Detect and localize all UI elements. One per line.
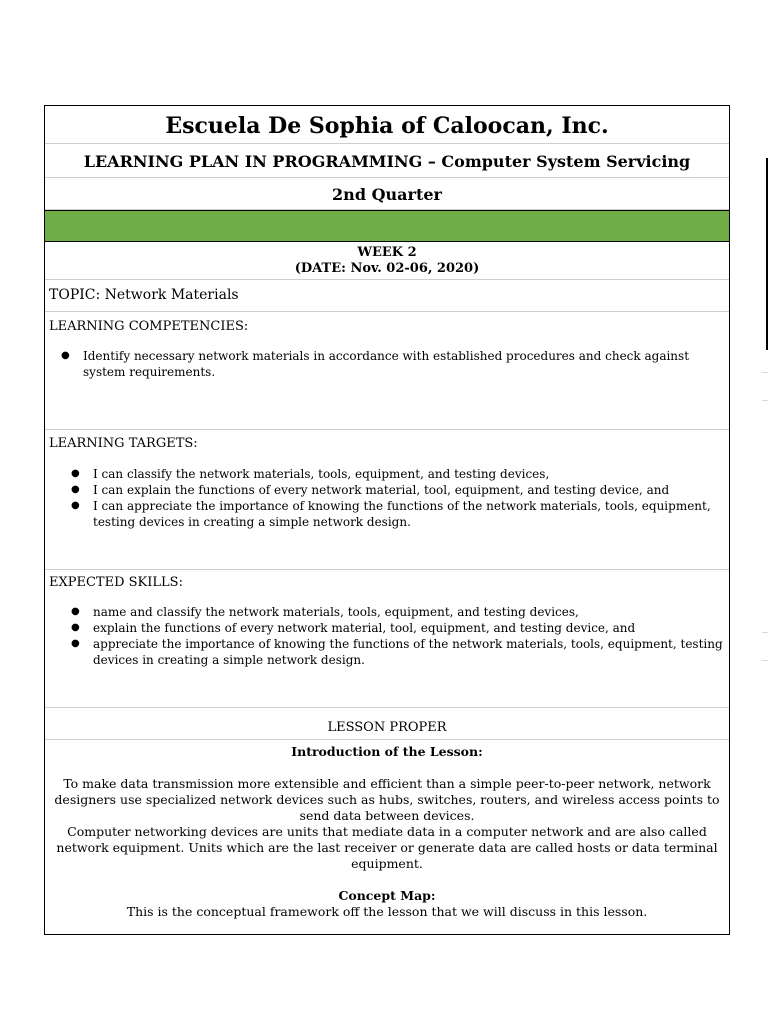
cell-edge-line (762, 660, 768, 661)
list-item: ● appreciate the importance of knowing the functions of the network materials, tools, equipment, testing devices in creating a simple network design. (71, 637, 723, 667)
skills-section (45, 596, 729, 708)
list-item: ● explain the functions of every network material, tool, equipment, and testing device, and (71, 621, 636, 635)
list-item: ● Identify necessary network materials in accordance with established procedures and check against system requirements. (61, 349, 690, 379)
bullet-icon: ● (71, 468, 80, 479)
week-date: (DATE: Nov. 02-06, 2020) (294, 261, 480, 276)
cell-edge-line (762, 632, 768, 633)
school-name: Escuela De Sophia of Caloocan, Inc. (45, 106, 729, 144)
skills-list (45, 596, 729, 668)
list-item: ● I can explain the functions of every network material, tool, equipment, and testing device, and (71, 483, 670, 497)
competencies-list (45, 342, 729, 380)
lesson-proper-heading: LESSON PROPER (45, 708, 729, 740)
intro-paragraph-2: Computer networking devices are units that mediate data in a computer network and are also called network equipment. Units which are the last receiver or generate data are called hosts or data terminal equipment. (56, 824, 718, 871)
bullet-icon: ● (71, 606, 80, 617)
targets-section (45, 460, 729, 570)
competencies-section (45, 342, 729, 430)
skills-heading: EXPECTED SKILLS: (49, 575, 183, 590)
bullet-icon: ● (71, 638, 80, 649)
bullet-icon: ● (71, 622, 80, 633)
targets-list (45, 460, 729, 530)
plan-title: LEARNING PLAN IN PROGRAMMING – Computer System Servicing (45, 144, 729, 178)
intro-title: Introduction of the Lesson: (291, 744, 483, 759)
topic-line: TOPIC: Network Materials (45, 280, 729, 312)
learning-plan-document (44, 105, 730, 935)
bullet-icon: ● (71, 500, 80, 511)
intro-paragraph-1: To make data transmission more extensible and efficient than a simple peer-to-peer network, network designers use specialized network devices such as hubs, switches, routers, and wireless access points to send data between devices. (54, 776, 720, 823)
cell-edge-line (762, 372, 768, 373)
green-divider-band (45, 210, 729, 242)
list-item: ● name and classify the network materials, tools, equipment, and testing devices, (71, 605, 579, 619)
bullet-icon: ● (61, 350, 70, 361)
list-item: ● I can classify the network materials, tools, equipment, and testing devices, (71, 467, 550, 481)
bullet-icon: ● (71, 484, 80, 495)
concept-map-text: This is the conceptual framework off the lesson that we will discuss in this lesson. (126, 904, 648, 919)
quarter-label: 2nd Quarter (45, 178, 729, 210)
targets-heading: LEARNING TARGETS: (49, 436, 198, 451)
concept-map-title: Concept Map: (338, 888, 436, 903)
lesson-section (45, 740, 729, 936)
cell-edge-line (762, 400, 768, 401)
list-item: ● I can appreciate the importance of knowing the functions of the network materials, tools, equipment, testing devices in creating a simple network design. (71, 499, 711, 529)
week-block (45, 242, 729, 280)
competencies-heading: LEARNING COMPETENCIES: (49, 319, 249, 334)
week-label: WEEK 2 (357, 245, 417, 260)
